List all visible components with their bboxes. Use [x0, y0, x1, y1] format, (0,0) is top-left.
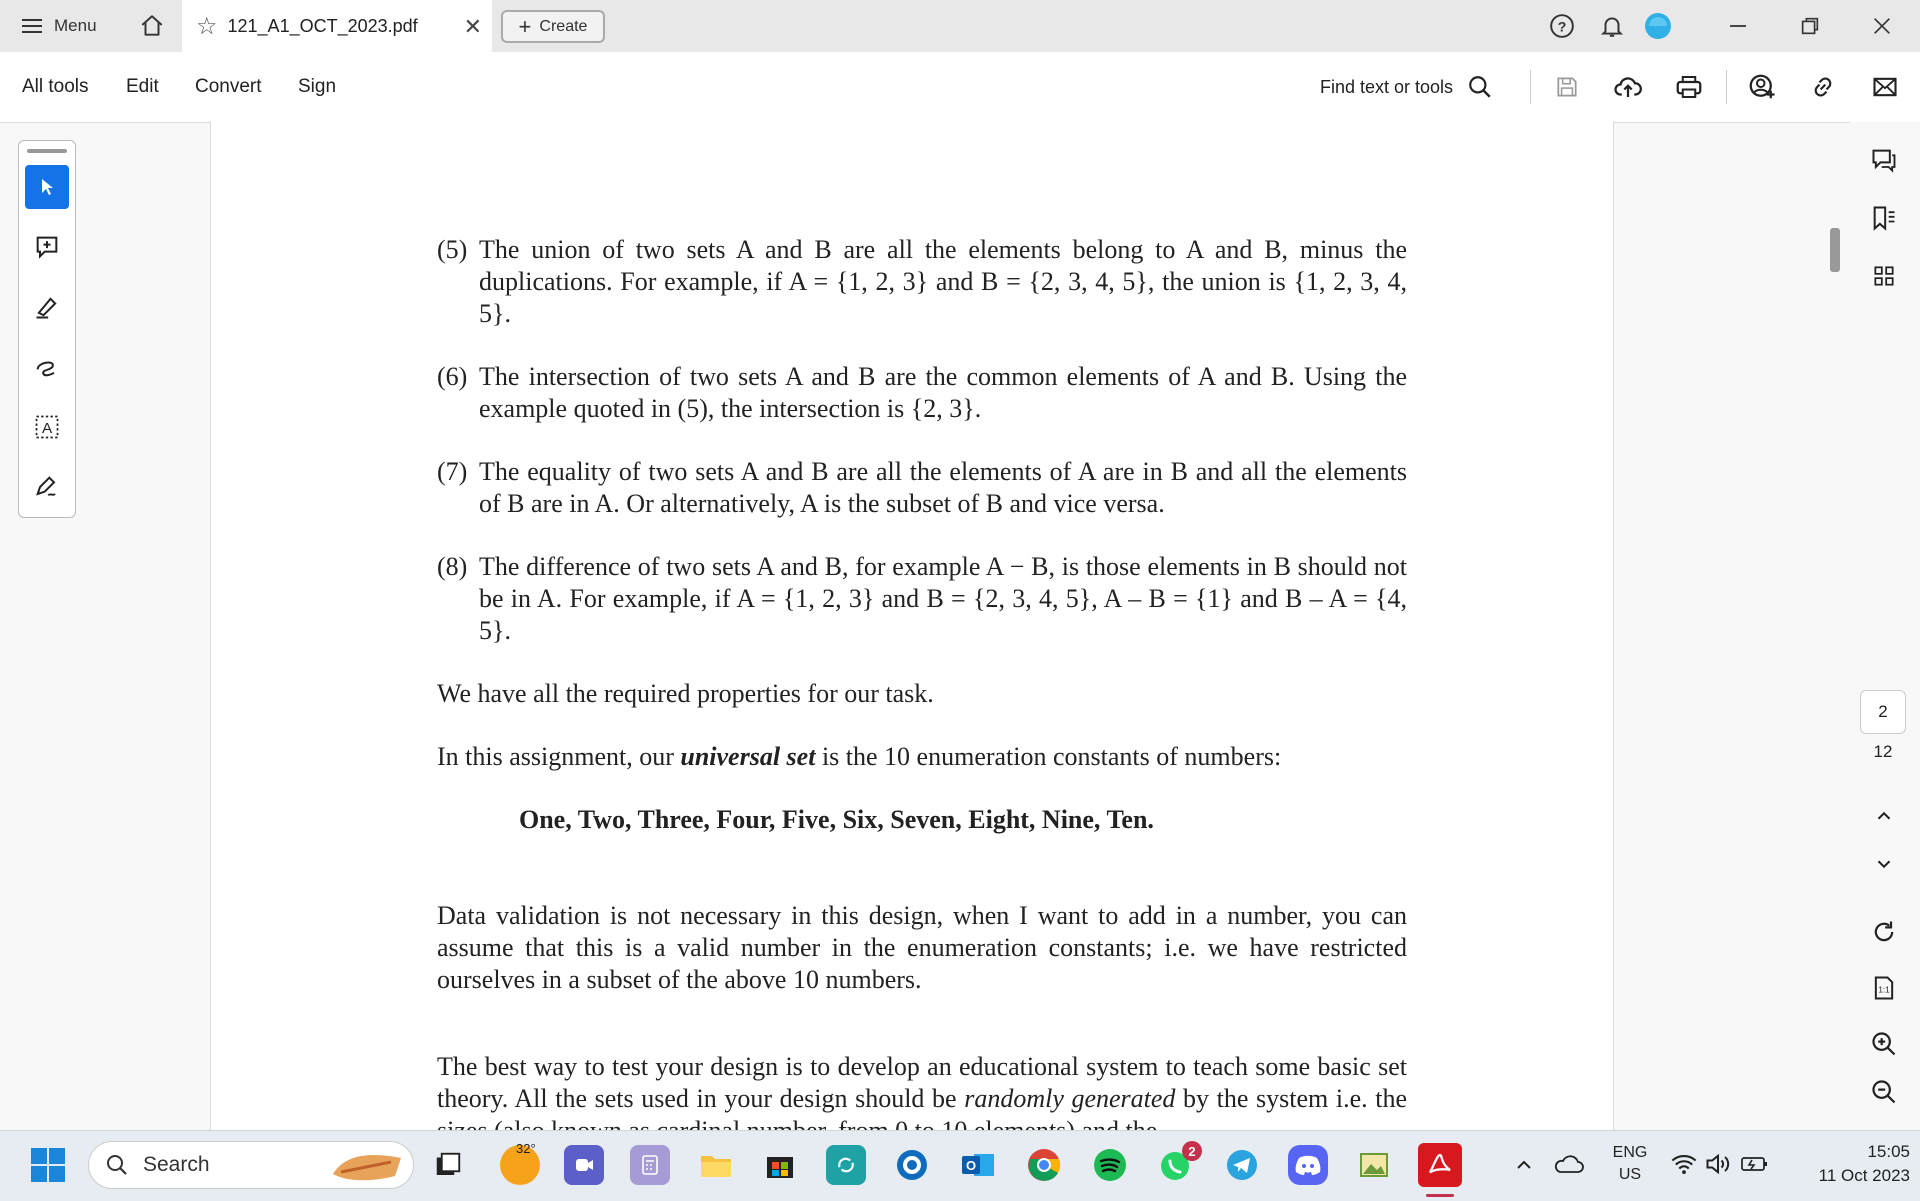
hamburger-icon	[22, 15, 42, 37]
paragraph-required-properties: We have all the required properties for our task.	[437, 679, 934, 708]
svg-text:1:1: 1:1	[1878, 985, 1890, 995]
bell-icon[interactable]	[1596, 10, 1628, 42]
menu-edit[interactable]: Edit	[126, 76, 159, 97]
text-span: The best way to test your design is to develop an educational system to teach some basic set theory. All the sets used in your design should be	[437, 1052, 1407, 1113]
document-tab-title: 121_A1_OCT_2023.pdf	[227, 15, 418, 36]
find-tools-label: Find text or tools	[1320, 76, 1454, 97]
comment-add-icon	[33, 233, 61, 261]
clock-date: 11 Oct 2023	[1818, 1166, 1910, 1185]
restore-icon[interactable]	[1794, 10, 1826, 42]
equality-definition: The equality of two sets A and B are all the elements of A are in B and all the elements of B are in A. Or alternatively, A is the subset of B and vice versa.	[479, 457, 1407, 518]
sign-tool[interactable]	[25, 465, 69, 509]
total-pages: 12	[1873, 742, 1893, 761]
highlighter-icon	[33, 293, 61, 321]
menu-sign[interactable]: Sign	[298, 76, 337, 97]
svg-text:A: A	[41, 419, 53, 437]
menu-convert[interactable]: Convert	[195, 76, 262, 97]
menu-label: Menu	[54, 16, 97, 35]
wifi-icon[interactable]	[1670, 1150, 1700, 1180]
bookmarks-panel-icon[interactable]	[1866, 200, 1902, 236]
emphasis-randomly-generated: randomly generated	[964, 1084, 1176, 1113]
image-viewer-icon[interactable]	[1354, 1145, 1394, 1185]
user-avatar-icon[interactable]	[1642, 10, 1674, 42]
home-button[interactable]	[126, 0, 178, 52]
item-number: (8)	[437, 552, 468, 581]
volume-icon[interactable]	[1704, 1150, 1734, 1180]
menu-all-tools[interactable]: All tools	[22, 76, 89, 97]
link-icon[interactable]	[1806, 70, 1840, 104]
minimize-icon[interactable]	[1722, 10, 1754, 42]
language-code: ENG	[1612, 1144, 1648, 1161]
find-tools-button[interactable]	[1320, 52, 1493, 122]
paragraph-universal-set	[437, 741, 1407, 773]
enumeration-list: One, Two, Three, Four, Five, Six, Seven, Eight, Nine, Ten.	[519, 805, 1154, 834]
toolbar-divider	[1726, 70, 1727, 104]
discord-icon[interactable]	[1288, 1145, 1328, 1185]
weather-icon[interactable]	[500, 1141, 540, 1185]
thumbnails-panel-icon[interactable]	[1866, 258, 1902, 294]
taskbar-search[interactable]	[88, 1141, 414, 1189]
previous-page-icon[interactable]	[1866, 798, 1902, 834]
spotify-icon[interactable]	[1090, 1145, 1130, 1185]
weather-temperature: 32°	[516, 1141, 536, 1156]
system-clock[interactable]	[1780, 1140, 1910, 1188]
close-tab-icon[interactable]: ✕	[463, 14, 482, 39]
vertical-scrollbar-thumb[interactable]	[1830, 228, 1840, 272]
print-icon[interactable]	[1672, 70, 1706, 104]
search-highlight-icon	[331, 1148, 405, 1184]
create-button[interactable]	[501, 10, 605, 43]
cursor-arrow-icon	[35, 175, 59, 199]
paragraph-data-validation: Data validation is not necessary in this design, when I want to add in a number, you can assume that this is a valid number in the enumeration constants; i.e. we have restricted ourselves in a subset of the above 10 numbers.	[437, 901, 1407, 994]
svg-text:?: ?	[1557, 18, 1567, 35]
battery-icon[interactable]	[1740, 1150, 1770, 1180]
help-icon[interactable]	[1546, 10, 1578, 42]
plus-icon: +	[518, 13, 532, 39]
text-span: by the system i.e. the	[1183, 1084, 1408, 1113]
notification-badge: 2	[1182, 1141, 1202, 1161]
zoom-out-icon[interactable]	[1866, 1074, 1902, 1110]
select-tool[interactable]	[25, 165, 69, 209]
media-player-icon[interactable]	[892, 1145, 932, 1185]
sync-app-icon[interactable]	[826, 1145, 866, 1185]
document-tab[interactable]	[182, 0, 492, 52]
next-page-icon[interactable]	[1866, 846, 1902, 882]
pen-sign-icon	[33, 473, 61, 501]
highlight-tool[interactable]	[25, 285, 69, 329]
star-icon[interactable]: ☆	[196, 12, 218, 40]
freehand-draw-icon	[33, 353, 61, 381]
intersection-definition: The intersection of two sets A and B are the common elements of A and B. Using the example quoted in (5), the intersection is {2, 3}.	[479, 362, 1407, 423]
active-app-indicator	[1426, 1194, 1454, 1197]
document-content	[437, 234, 1407, 1178]
email-icon[interactable]	[1868, 70, 1902, 104]
emphasis-universal-set: universal set	[680, 742, 816, 771]
text-span: is the 10 enumeration constants of numbers:	[815, 742, 1282, 771]
input-language[interactable]	[1600, 1142, 1660, 1186]
text-box-tool[interactable]	[25, 405, 69, 449]
outlook-icon[interactable]	[958, 1145, 998, 1185]
text-box-icon	[33, 413, 61, 441]
tray-overflow-icon[interactable]	[1512, 1150, 1536, 1180]
search-icon	[1467, 74, 1493, 100]
item-number: (6)	[437, 362, 468, 391]
whatsapp-icon[interactable]	[1156, 1145, 1196, 1185]
text-span: In this assignment, our	[437, 742, 681, 771]
calculator-icon[interactable]	[630, 1145, 670, 1185]
toolbar-divider	[1530, 70, 1531, 104]
svg-text:O: O	[965, 1158, 977, 1173]
task-view-icon[interactable]	[428, 1145, 468, 1185]
item-number: (7)	[437, 457, 468, 486]
share-user-icon[interactable]	[1745, 70, 1779, 104]
region-code: US	[1618, 1166, 1642, 1183]
chrome-icon[interactable]	[1024, 1145, 1064, 1185]
file-explorer-icon[interactable]	[696, 1145, 736, 1185]
windows-start-icon[interactable]	[30, 1147, 66, 1183]
search-icon	[105, 1153, 129, 1177]
list-item	[437, 456, 1407, 520]
onedrive-icon[interactable]	[1552, 1150, 1586, 1180]
difference-definition: The difference of two sets A and B, for example A − B, is those elements in B should not be in A. For example, if A = {1, 2, 3} and B = {2, 3, 4, 5}, A – B = {1} and B – A = {4, 5}.	[479, 552, 1407, 645]
microsoft-store-icon[interactable]	[760, 1145, 800, 1185]
item-number: (5)	[437, 235, 468, 264]
list-item	[437, 551, 1407, 647]
clock-time: 15:05	[1867, 1142, 1910, 1161]
add-comment-tool[interactable]	[25, 225, 69, 269]
union-definition: The union of two sets A and B are all the elements belong to A and B, minus the duplications. For example, if A = {1, 2, 3} and B = {2, 3, 4, 5}, the union is {1, 2, 3, 4, 5}.	[479, 235, 1407, 328]
quick-tools-panel	[18, 140, 76, 518]
telegram-icon[interactable]	[1222, 1145, 1262, 1185]
panel-grip[interactable]	[27, 149, 67, 153]
home-icon	[139, 13, 165, 39]
document-page	[210, 122, 1614, 1130]
list-item	[437, 234, 1407, 330]
create-label: Create	[539, 17, 588, 35]
rotate-icon[interactable]	[1866, 914, 1902, 950]
teams-chat-icon[interactable]	[564, 1145, 604, 1185]
comments-panel-icon[interactable]	[1866, 142, 1902, 178]
save-icon[interactable]	[1550, 70, 1584, 104]
upload-cloud-icon[interactable]	[1611, 70, 1645, 104]
list-item	[437, 361, 1407, 425]
zoom-in-icon[interactable]	[1866, 1026, 1902, 1062]
menu-button[interactable]	[0, 0, 124, 52]
acrobat-taskbar-icon[interactable]	[1418, 1143, 1462, 1187]
search-placeholder: Search	[143, 1153, 210, 1176]
close-window-icon[interactable]	[1866, 10, 1898, 42]
current-page-input[interactable]: 2	[1860, 690, 1906, 734]
fit-page-icon[interactable]	[1866, 970, 1902, 1006]
draw-tool[interactable]	[25, 345, 69, 389]
